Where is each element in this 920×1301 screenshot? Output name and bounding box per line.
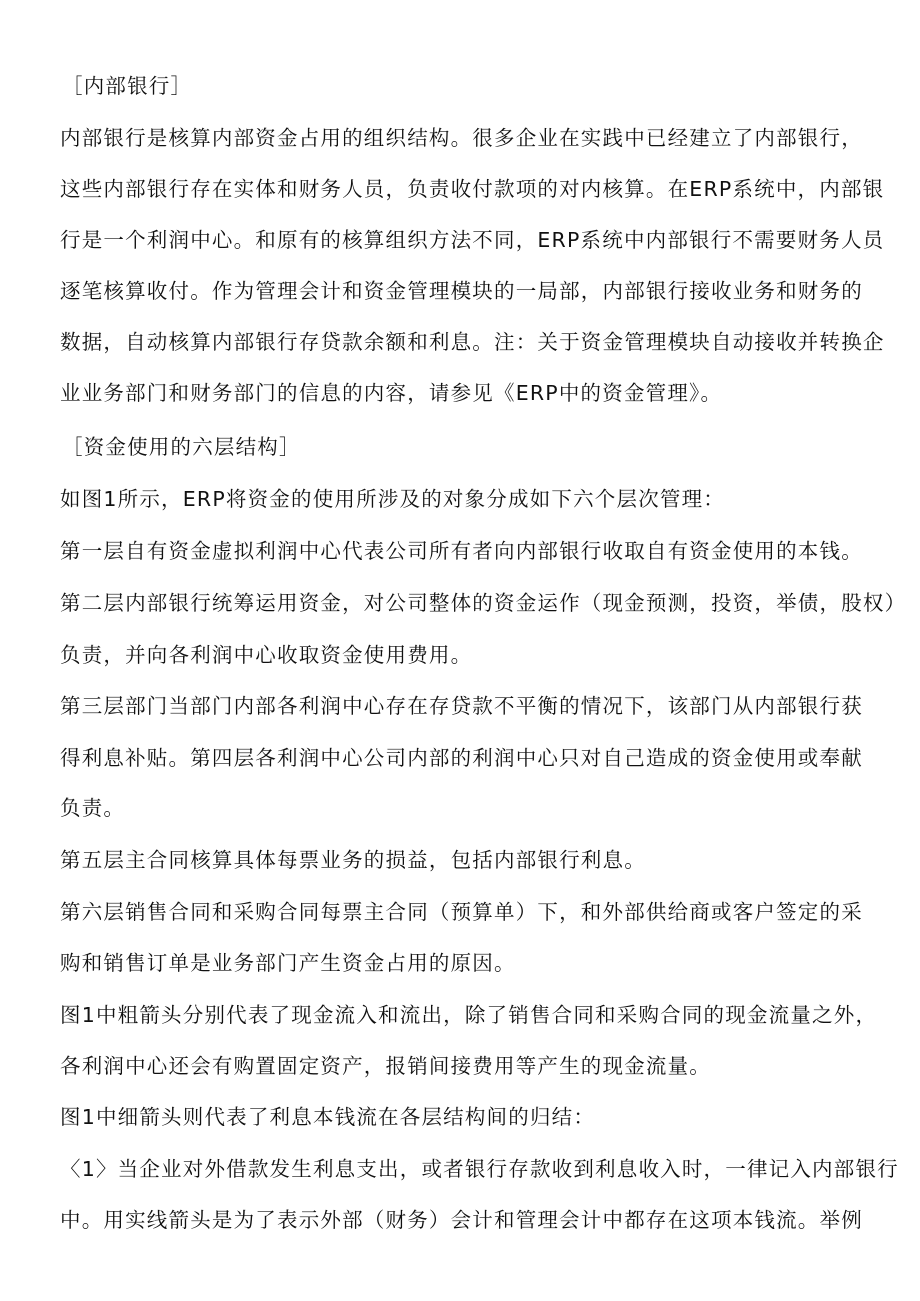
paragraph-line: 业业务部门和财务部门的信息的内容，请参见《ERP中的资金管理》。 [60, 381, 723, 405]
paragraph-line: 得利息补贴。第四层各利润中心公司内部的利润中心只对自己造成的资金使用或奉献 [60, 746, 863, 770]
paragraph-line: 图1中细箭头则代表了利息本钱流在各层结构间的归结： [60, 1105, 596, 1129]
paragraph-line: 购和销售订单是业务部门产生资金占用的原因。 [60, 951, 516, 975]
paragraph-line: 数据，自动核算内部银行存贷款余额和利息。注：关于资金管理模块自动接收并转换企 [60, 330, 885, 354]
paragraph-line: 负责。 [60, 796, 126, 820]
paragraph-line: 内部银行是核算内部资金占用的组织结构。很多企业在实践中已经建立了内部银行， [60, 126, 863, 150]
paragraph-line: 中。用实线箭头是为了表示外部（财务）会计和管理会计中都存在这项本钱流。举例 [60, 1208, 863, 1232]
paragraph-line: 负责，并向各利润中心收取资金使用费用。 [60, 643, 473, 667]
paragraph-line: 第二层内部银行统筹运用资金，对公司整体的资金运作（现金预测，投资，举债，股权） [60, 591, 907, 615]
paragraph-line: 图1中粗箭头分别代表了现金流入和流出，除了销售合同和采购合同的现金流量之外， [60, 1003, 878, 1027]
section-heading-six-layer-structure: ［资金使用的六层结构］ [62, 435, 301, 459]
section-heading-internal-bank: ［内部银行］ [62, 74, 193, 98]
paragraph-line: 行是一个利润中心。和原有的核算组织方法不同，ERP系统中内部银行不需要财务人员 [60, 228, 885, 252]
paragraph-line: 逐笔核算收付。作为管理会计和资金管理模块的一局部，内部银行接收业务和财务的 [60, 279, 863, 303]
paragraph-line: 〈1〉当企业对外借款发生利息支出，或者银行存款收到利息收入时，一律记入内部银行 [60, 1157, 899, 1181]
paragraph-line: 第五层主合同核算具体每票业务的损益，包括内部银行利息。 [60, 848, 646, 872]
paragraph-line: 各利润中心还会有购置固定资产，报销间接费用等产生的现金流量。 [60, 1054, 711, 1078]
paragraph-line: 第一层自有资金虚拟利润中心代表公司所有者向内部银行收取自有资金使用的本钱。 [60, 539, 863, 563]
paragraph-line: 这些内部银行存在实体和财务人员，负责收付款项的对内核算。在ERP系统中，内部银 [60, 177, 885, 201]
paragraph-line: 第六层销售合同和采购合同每票主合同（预算单）下，和外部供给商或客户签定的采 [60, 900, 863, 924]
paragraph-line: 第三层部门当部门内部各利润中心存在存贷款不平衡的情况下，该部门从内部银行获 [60, 694, 863, 718]
paragraph-line: 如图1所示，ERP将资金的使用所涉及的对象分成如下六个层次管理： [60, 487, 725, 511]
